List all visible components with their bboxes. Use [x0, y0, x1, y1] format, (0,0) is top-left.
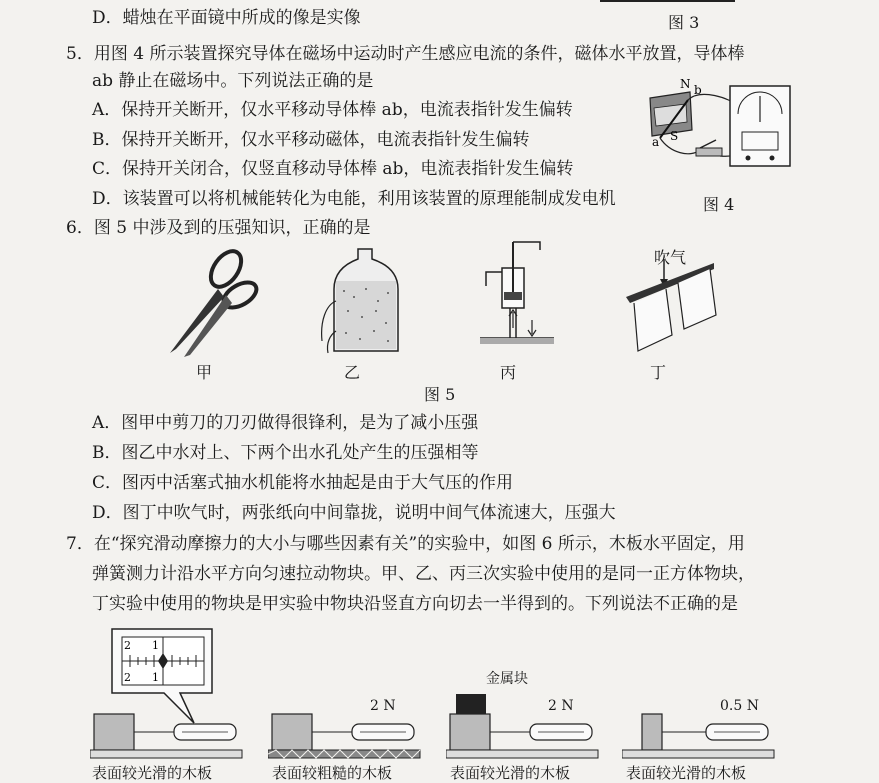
fig5-label-ding: 丁: [650, 363, 667, 382]
fig5-label-bing: 丙: [500, 363, 517, 382]
q5-option-c: C．保持开关闭合，仅竖直移动导体棒 ab，电流表指针发生偏转: [92, 159, 574, 179]
surface-label-jia: 表面较光滑的木板: [92, 764, 213, 782]
switch-icon: [696, 148, 722, 156]
q6-option-b: B．图乙中水对上、下两个出水孔处产生的压强相等: [92, 443, 479, 463]
top-rule: [600, 0, 735, 2]
q4-option-d: D．蜡烛在平面镜中所成的像是实像: [92, 8, 361, 28]
metal-block-icon: [456, 694, 486, 714]
fig4-label-a: a: [652, 135, 660, 149]
blow-label: 吹气: [654, 248, 687, 267]
q6-option-d: D．图丁中吹气时，两张纸向中间靠拢，说明中间气体流速大，压强大: [92, 503, 616, 523]
fig5-label-jia: 甲: [196, 363, 213, 382]
q5-option-a: A．保持开关断开，仅水平移动导体棒 ab，电流表指针发生偏转: [92, 100, 573, 120]
blow-paper-figure: [620, 255, 730, 355]
force-label-ding: 0.5 N: [720, 698, 759, 714]
fig4-label-n: N: [680, 78, 691, 91]
water-bottle-figure: [320, 245, 410, 355]
figure-4-caption: 图 4: [703, 195, 735, 214]
surface-label-yi: 表面较粗糙的木板: [272, 764, 393, 782]
scale-tick-top-mid: 1: [152, 639, 159, 652]
figure-3-caption: 图 3: [668, 13, 700, 32]
q5-stem-line1: 5．用图 4 所示装置探究导体在磁场中运动时产生感应电流的条件，磁体水平放置，导体棒: [66, 44, 745, 64]
q6-option-a: A．图甲中剪刀的刀刃做得很锋利，是为了减小压强: [92, 413, 479, 433]
q6-stem: 6．图 5 中涉及到的压强知识，正确的是: [66, 218, 371, 238]
scale-tick-bottom-mid: 1: [152, 671, 159, 684]
scissors-figure: [150, 245, 260, 360]
force-label-yi: 2 N: [370, 698, 396, 714]
piston-pump-figure: [470, 238, 560, 348]
force-label-bing: 2 N: [548, 698, 574, 714]
fig4-label-s: S: [670, 129, 679, 143]
metal-block-label: 金属块: [486, 671, 528, 687]
q7-stem-line3: 丁实验中使用的物块是甲实验中物块沿竖直方向切去一半得到的。下列说法不正确的是: [92, 594, 738, 614]
q7-stem-line1: 7．在“探究滑动摩擦力的大小与哪些因素有关”的实验中，如图 6 所示，木板水平固定，用: [66, 534, 745, 554]
scale-tick-top-left: 2: [124, 639, 131, 652]
experiment-bing: [446, 690, 606, 764]
surface-label-bing: 表面较光滑的木板: [450, 764, 571, 782]
q5-option-d: D．该装置可以将机械能转化为电能，利用该装置的原理能制成发电机: [92, 189, 616, 209]
experiment-yi: [268, 700, 428, 764]
q5-option-b: B．保持开关断开，仅水平移动磁体，电流表指针发生偏转: [92, 130, 530, 150]
fig5-label-yi: 乙: [344, 363, 361, 382]
figure-4-apparatus: [630, 78, 800, 178]
fig4-label-b: b: [694, 83, 702, 97]
figure-5-caption: 图 5: [424, 385, 456, 404]
q5-stem-line2: ab 静止在磁场中。下列说法正确的是: [92, 71, 374, 91]
surface-label-ding: 表面较光滑的木板: [626, 764, 747, 782]
q6-option-c: C．图丙中活塞式抽水机能将水抽起是由于大气压的作用: [92, 473, 514, 493]
scale-tick-bottom-left: 2: [124, 671, 131, 684]
q7-stem-line2: 弹簧测力计沿水平方向匀速拉动物块。甲、乙、丙三次实验中使用的是同一正方体物块，: [92, 564, 755, 584]
experiment-jia: [90, 700, 250, 764]
block-icon: [94, 714, 134, 750]
